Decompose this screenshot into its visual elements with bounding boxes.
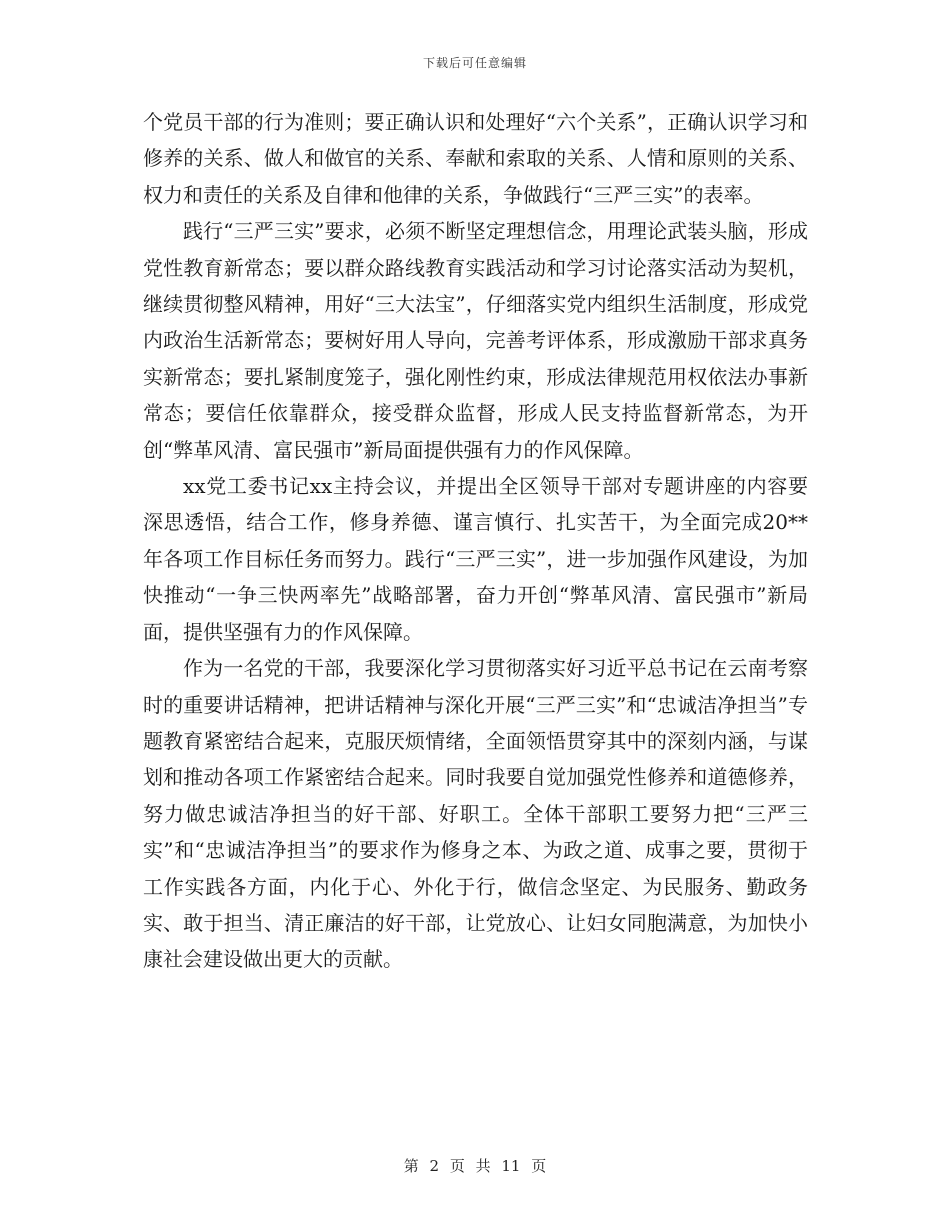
page-header-note: 下载后可任意编辑 bbox=[422, 56, 527, 70]
paragraph-3: xx党工委书记xx主持会议，并提出全区领导干部对专题讲座的内容要深思透悟，结合工作，修身养德、谨言慎行、扎实苦干，为全面完成20**年各项工作目标任务而努力。践行“三严三实”，进一步加强作风建设，为加快推动“一争三快两率先”战略部署，奋力开创“弊革风清、富民强市”新局面，提供坚强有力的作风保障。 bbox=[143, 474, 808, 644]
paragraph-2: 践行“三严三实”要求，必须不断坚定理想信念，用理论武装头脑，形成党性教育新常态；要以群众路线教育实践活动和学习讨论落实活动为契机，继续贯彻整风精神，用好“三大法宝”，仔细落实党内组织生活制度，形成党内政治生活新常态；要树好用人导向，完善考评体系，形成激励干部求真务实新常态；要扎紧制度笼子，强化刚性约束，形成法律规范用权依法办事新常态；要信任依靠群众，接受群众监督，形成人民支持监督新常态，为开创“弊革风清、富民强市”新局面提供强有力的作风保障。 bbox=[143, 219, 808, 462]
document-body bbox=[143, 104, 808, 978]
page-number-footer: 第 2 页 共 11 页 bbox=[403, 1157, 547, 1175]
paragraph-4: 作为一名党的干部，我要深化学习贯彻落实好习近平总书记在云南考察时的重要讲话精神，把讲话精神与深化开展“三严三实”和“忠诚洁净担当”专题教育紧密结合起来，克服厌烦情绪，全面领悟贯穿其中的深刻内涵，与谋划和推动各项工作紧密结合起来。同时我要自觉加强党性修养和道德修养，努力做忠诚洁净担当的好干部、好职工。全体干部职工要努力把“三严三实”和“忠诚洁净担当”的要求作为修身之本、为政之道、成事之要，贯彻于工作实践各方面，内化于心、外化于行，做信念坚定、为民服务、勤政务实、敢于担当、清正廉洁的好干部，让党放心、让妇女同胞满意，为加快小康社会建设做出更大的贡献。 bbox=[143, 656, 808, 972]
paragraph-1: 个党员干部的行为准则；要正确认识和处理好“六个关系”，正确认识学习和修养的关系、做人和做官的关系、奉献和索取的关系、人情和原则的关系、权力和责任的关系及自律和他律的关系，争做践行“三严三实”的表率。 bbox=[143, 110, 808, 207]
